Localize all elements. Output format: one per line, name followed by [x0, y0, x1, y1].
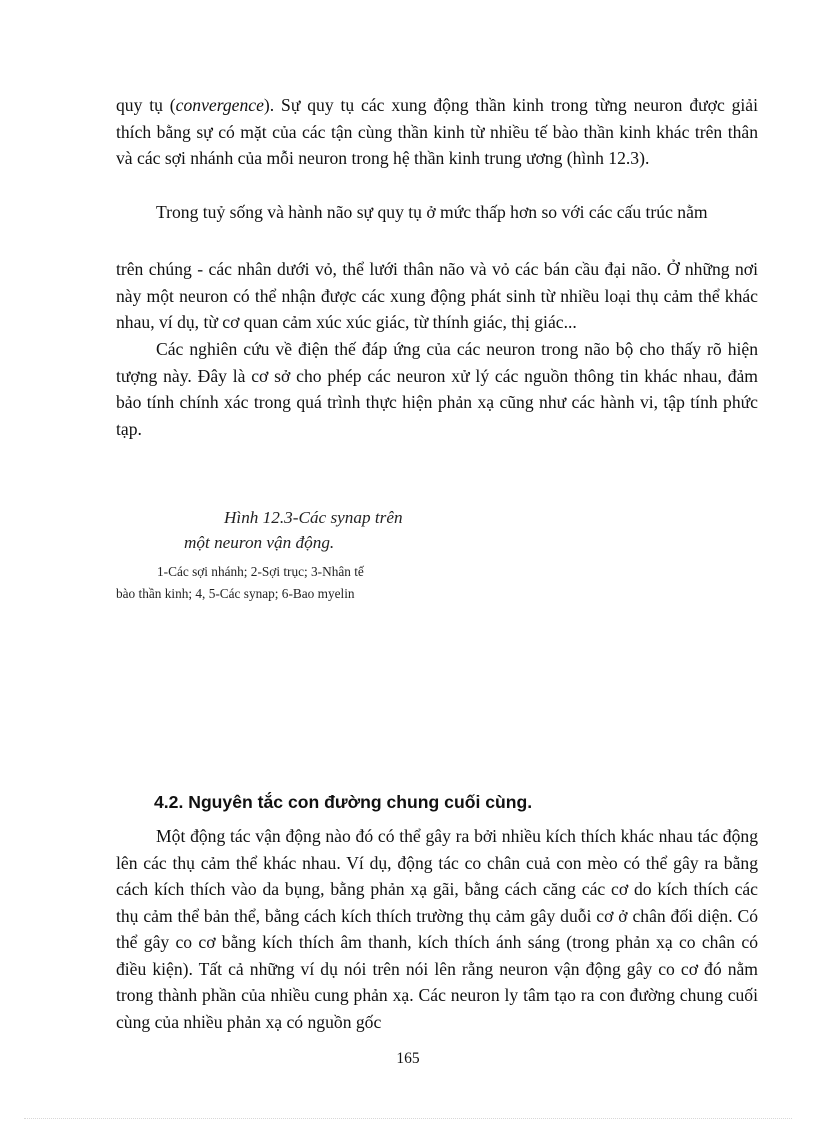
section-heading: 4.2. Nguyên tắc con đường chung cuối cùng.	[154, 792, 533, 812]
figure-title-line1: Hình 12.3-Các synap trên	[224, 508, 403, 527]
paragraph-spinal-cord-part1: Trong tuỷ sống và hành não sự quy tụ ở mức thấp hơn so với các cấu trúc nằm	[156, 202, 708, 222]
paragraph-rest: ). Sự quy tụ các xung động thần kinh trong từng neuron được giải thích bằng sự có mặt của các tận cùng thần kinh từ nhiều tế bào thần kinh khác trên thân và các sợi nhánh của mỗi neuron trong hệ thần kinh trung ương (hình 12.3).	[116, 95, 759, 168]
page-number: 165	[396, 1050, 420, 1067]
footer-divider	[24, 1118, 792, 1119]
paragraph-final-common-path: Một động tác vận động nào đó có thể gây ra bởi nhiều kích thích khác nhau tác động lên các thụ cảm thể khác nhau. Ví dụ, động tác co chân cuả con mèo có thể gây ra bằng cách kích thích vào da bụng, bằng phản xạ gãi, bằng cách căng các cơ do kích thích các thụ cảm thể bản thể, bằng cách kích thích trường thụ cảm gây duỗi cơ ở chân đối diện. Có thể gây co cơ bằng kích thích âm thanh, kích thích ánh sáng (trong phản xạ co chân có điều kiện). Tất cả những ví dụ nói trên nói lên rằng neuron vận động gây co cơ đó nằm trong thành phần của nhiều cung phản xạ. Các neuron ly tâm tạo ra con đường chung cuối cùng của nhiều phản xạ có nguồn gốc	[116, 826, 758, 1032]
paragraph-lead: quy tụ (	[116, 95, 176, 115]
figure-legend-line2: bào thần kinh; 4, 5-Các synap; 6-Bao myelin	[116, 586, 355, 601]
figure-title-line2: một neuron vận động.	[184, 533, 335, 552]
paragraph-research: Các nghiên cứu về điện thế đáp ứng của các neuron trong não bộ cho thấy rõ hiện tượng này. Đây là cơ sở cho phép các neuron xử lý các nguồn thông tin khác nhau, đảm bảo tính chính xác trong quá trình thực hiện phản xạ cũng như các hành vi, tập tính phức tạp.	[116, 339, 758, 439]
paragraph-convergence	[116, 92, 758, 172]
figure-legend-line1: 1-Các sợi nhánh; 2-Sợi trục; 3-Nhân tế	[157, 564, 364, 579]
term-convergence: convergence	[175, 95, 264, 115]
paragraph-spinal-cord-part2: trên chúng - các nhân dưới vỏ, thể lưới thân não và vỏ các bán cầu đại não. Ở những nơi này một neuron có thể nhận được các xung động phát sinh từ nhiều loại thụ cảm thể khác nhau, ví dụ, từ cơ quan cảm xúc xúc giác, từ thính giác, thị giác...	[116, 259, 758, 332]
